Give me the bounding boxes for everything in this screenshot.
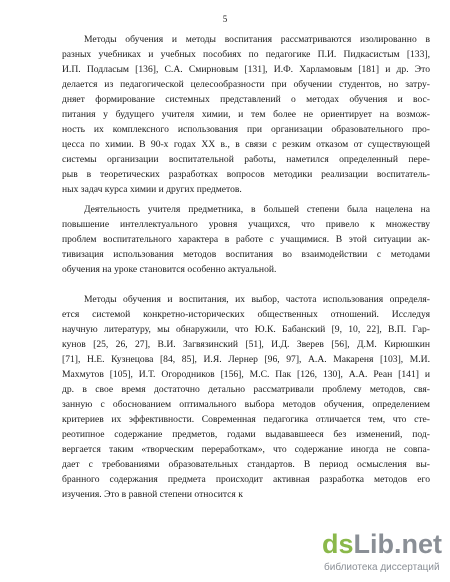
brand-part-net: .net [394,529,443,559]
text-line: дает с требованиями образовательных стандартов. В период осмысления вы- [62,459,430,470]
text-line: обучения на уроке становится особенно актуальной. [62,264,277,275]
text-line: ность их комплексного использования при организации образовательного про- [62,124,430,135]
text-line: изучения. Это в равной степени относится к [62,489,243,500]
text-line: ется системой конкретно-исторических общественных отношений. Исследуя [62,309,430,320]
text-line: Деятельность учителя предметника, в большей степени была нацелена на [84,204,430,215]
text-line: И.П. Подласым [136], С.А. Смирновым [131], И.Ф. Харламовым [181] и др. Это [62,64,430,75]
text-line: кунов [25, 26, 27], В.И. Загвязинский [51], И.Д. Зверев [56], Д.М. Кирюшкин [62,339,430,350]
text-line: [71], Н.Е. Кузнецова [84, 85], И.Я. Лернер [96, 97], А.А. Макареня [103], М.И. [62,354,430,365]
text-line: делается из педагогической целесообразности при обучении студентов, но затру- [62,79,430,90]
text-line: научную литературу, мы обнаружили, что Ю.К. Бабанский [9, 10, 22], В.П. Гар- [62,324,430,335]
text-line: питания у будущего учителя химии, и тем более не ориентирует на возмож- [62,109,430,120]
text-line: критериев их эффективности. Современная педагогика отличается тем, что сте- [62,414,430,425]
text-line: занную с обоснованием оптимального выбора методов обучения, определением [62,399,430,410]
brand-part-lib: Lib [353,529,395,559]
text-line: проблем воспитательного характера в работе с учащимися. В этой ситуации ак- [62,234,430,245]
page-number: 5 [222,14,228,24]
brand-part-ds: ds [322,529,354,559]
text-line: тивизация использования методов воспитания во взаимодействии с методами [62,249,430,260]
text-line: вергается таким «творческим переработкам», что содержание иногда не совпа- [62,444,430,455]
text-line: рыв в теоретических разработках вопросов методики реализации воспитатель- [62,169,430,180]
watermark-brand [322,528,442,560]
text-line: разных учебниках и учебных пособиях по педагогике П.И. Пидкасистым [133], [62,49,430,60]
text-line: повышение интеллектуального уровня учащихся, что привело к множеству [62,219,430,230]
dslib-watermark-logo[interactable] [322,528,444,578]
text-line: Методы обучения и воспитания, их выбор, частота использования определя- [84,294,430,305]
text-line: ных задач курса химии и других предметов. [62,184,242,195]
text-line: системы организации воспитательной работы, наметился определенный пере- [62,154,430,165]
watermark-tagline: библиотека диссертаций [324,562,440,573]
text-line: др. в свое время достаточно детально рассматривали проблему методов, свя- [62,384,430,395]
text-line: бранного содержания предмета происходит активная разработка методов его [62,474,430,485]
text-line: цесса по химии. В 90-х годах ХХ в., в связи с резким отказом от существующей [62,139,430,150]
text-line: дняет формирование системных представлений о методах обучения и вос- [62,94,430,105]
text-line: Методы обучения и методы воспитания рассматриваются изолированно в [84,34,430,45]
text-line: реотипное содержание предметов, годами выдававшееся без изменений, под- [62,429,430,440]
text-line: Махмутов [105], И.Т. Огородников [156], М.С. Пак [126, 130], А.А. Реан [141] и [62,369,430,380]
